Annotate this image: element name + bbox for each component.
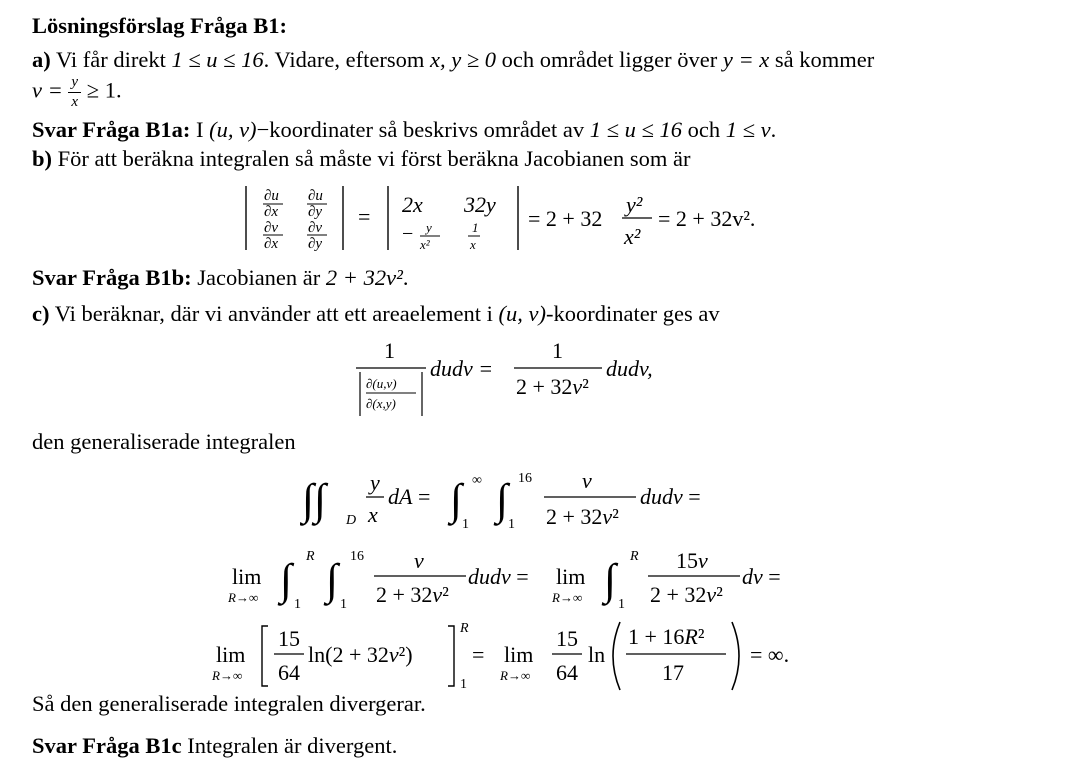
svg-text:∂x: ∂x — [264, 204, 279, 220]
integral-line-1 — [300, 462, 730, 532]
svg-text:64: 64 — [278, 660, 300, 685]
svg-text:dudv =: dudv = — [640, 484, 701, 509]
svg-text:lim: lim — [232, 564, 262, 589]
svg-text:lim: lim — [504, 642, 534, 667]
svg-text:∫: ∫ — [604, 555, 617, 604]
svg-text:∫: ∫ — [326, 555, 339, 604]
svg-text:1: 1 — [552, 338, 563, 363]
svg-text:=: = — [472, 642, 485, 667]
part-a-line2: v = $\frac{y}{x}$ ≥ 1. — [32, 74, 122, 110]
svg-text:ln: ln — [588, 642, 606, 667]
svg-text:v: v — [414, 548, 424, 573]
svg-text:dA =: dA = — [388, 484, 431, 509]
svg-text:x: x — [368, 502, 378, 527]
part-b-text: b) För att beräkna integralen så måste vi först beräkna Jacobianen som är — [32, 146, 691, 171]
integral-intro: den generaliserade integralen — [32, 429, 296, 454]
svg-text:R→∞: R→∞ — [552, 590, 583, 605]
svg-text:1: 1 — [508, 517, 515, 532]
jacobian-eq-sign: = — [358, 204, 371, 229]
integral-line-2 — [228, 540, 808, 612]
svg-text:∫: ∫ — [280, 555, 293, 604]
svg-text:R: R — [306, 549, 315, 564]
svg-text:1: 1 — [294, 597, 301, 612]
svg-text:15: 15 — [556, 626, 578, 651]
svg-text:= ∞.: = ∞. — [750, 642, 790, 667]
svg-text:∫: ∫ — [496, 475, 509, 524]
svg-text:x: x — [470, 237, 476, 252]
svg-text:16: 16 — [350, 549, 364, 564]
svg-text:1: 1 — [460, 677, 467, 692]
page-title: Lösningsförslag Fråga B1: — [32, 13, 288, 38]
svg-text:R→∞: R→∞ — [212, 668, 243, 683]
integral-line-3 — [210, 616, 820, 694]
svg-text:dudv =: dudv = — [430, 356, 494, 381]
matrix-m11: 2x — [402, 192, 423, 217]
svg-text:2 + 32v²: 2 + 32v² — [546, 504, 619, 529]
svg-text:1: 1 — [618, 597, 625, 612]
svg-text:1: 1 — [462, 517, 469, 532]
svg-text:1: 1 — [472, 220, 479, 235]
svg-text:x²: x² — [420, 237, 430, 252]
jacobian-tail-b: = 2 + 32v². — [658, 206, 756, 231]
svg-text:∞: ∞ — [472, 473, 482, 488]
answer-b: Svar Fråga B1b: Jacobianen är 2 + 32v². — [32, 265, 409, 290]
part-c-text: c) Vi beräknar, där vi använder att ett areaelement i (u, v)-koordinater ges av — [32, 301, 720, 326]
svg-text:17: 17 — [662, 660, 684, 685]
matrix-m21-sign: − — [402, 223, 414, 245]
answer-c: Svar Fråga B1c Integralen är divergent. — [32, 733, 398, 758]
svg-text:v: v — [582, 468, 592, 493]
matrix-m12: 32y — [464, 192, 496, 217]
svg-text:∂y: ∂y — [308, 204, 323, 220]
svg-text:R: R — [460, 621, 469, 636]
svg-text:y: y — [370, 470, 380, 495]
svg-text:∫: ∫ — [450, 475, 463, 524]
svg-text:2 + 32v²: 2 + 32v² — [516, 374, 589, 399]
svg-text:ln(2 + 32v²): ln(2 + 32v²) — [308, 642, 413, 667]
svg-text:∂y: ∂y — [308, 236, 323, 252]
svg-text:2 + 32v²: 2 + 32v² — [650, 582, 723, 607]
svg-text:16: 16 — [518, 471, 532, 486]
svg-text:∂u: ∂u — [264, 188, 279, 204]
svg-text:1: 1 — [384, 338, 395, 363]
svg-text:dudv =: dudv = — [468, 564, 529, 589]
area-element-equation — [352, 336, 682, 420]
part-a-line1: a) Vi får direkt 1 ≤ u ≤ 16. Vidare, eftersom x, y ≥ 0 och området ligger över y = x så kommer — [32, 47, 875, 72]
svg-text:∂(x,y): ∂(x,y) — [366, 396, 396, 411]
svg-text:2 + 32v²: 2 + 32v² — [376, 582, 449, 607]
svg-text:y: y — [426, 220, 432, 235]
svg-text:R→∞: R→∞ — [500, 668, 531, 683]
answer-a: Svar Fråga B1a: I (u, v)−koordinater så beskrivs området av 1 ≤ u ≤ 16 och 1 ≤ v. — [32, 117, 777, 142]
svg-text:R→∞: R→∞ — [228, 590, 259, 605]
svg-text:∂v: ∂v — [308, 220, 323, 236]
svg-text:R: R — [630, 549, 639, 564]
svg-text:15v: 15v — [676, 548, 708, 573]
svg-text:y²: y² — [626, 192, 643, 217]
svg-text:dudv,: dudv, — [606, 356, 653, 381]
svg-text:D: D — [346, 513, 357, 528]
svg-text:x²: x² — [624, 224, 641, 249]
svg-text:15: 15 — [278, 626, 300, 651]
svg-text:∂(u,v): ∂(u,v) — [366, 376, 397, 391]
svg-text:∂x: ∂x — [264, 236, 279, 252]
conclusion: Så den generaliserade integralen divergerar. — [32, 691, 426, 716]
svg-text:∂u: ∂u — [308, 188, 323, 204]
svg-text:64: 64 — [556, 660, 578, 685]
jacobian-tail-a: = 2 + 32 — [528, 206, 603, 231]
svg-text:lim: lim — [556, 564, 586, 589]
svg-text:∫∫: ∫∫ — [302, 475, 327, 524]
jacobian-equation — [230, 182, 810, 254]
svg-text:1 + 16R²: 1 + 16R² — [628, 624, 705, 649]
svg-text:dv =: dv = — [742, 564, 781, 589]
svg-text:lim: lim — [216, 642, 246, 667]
svg-text:1: 1 — [340, 597, 347, 612]
svg-text:∂v: ∂v — [264, 220, 279, 236]
